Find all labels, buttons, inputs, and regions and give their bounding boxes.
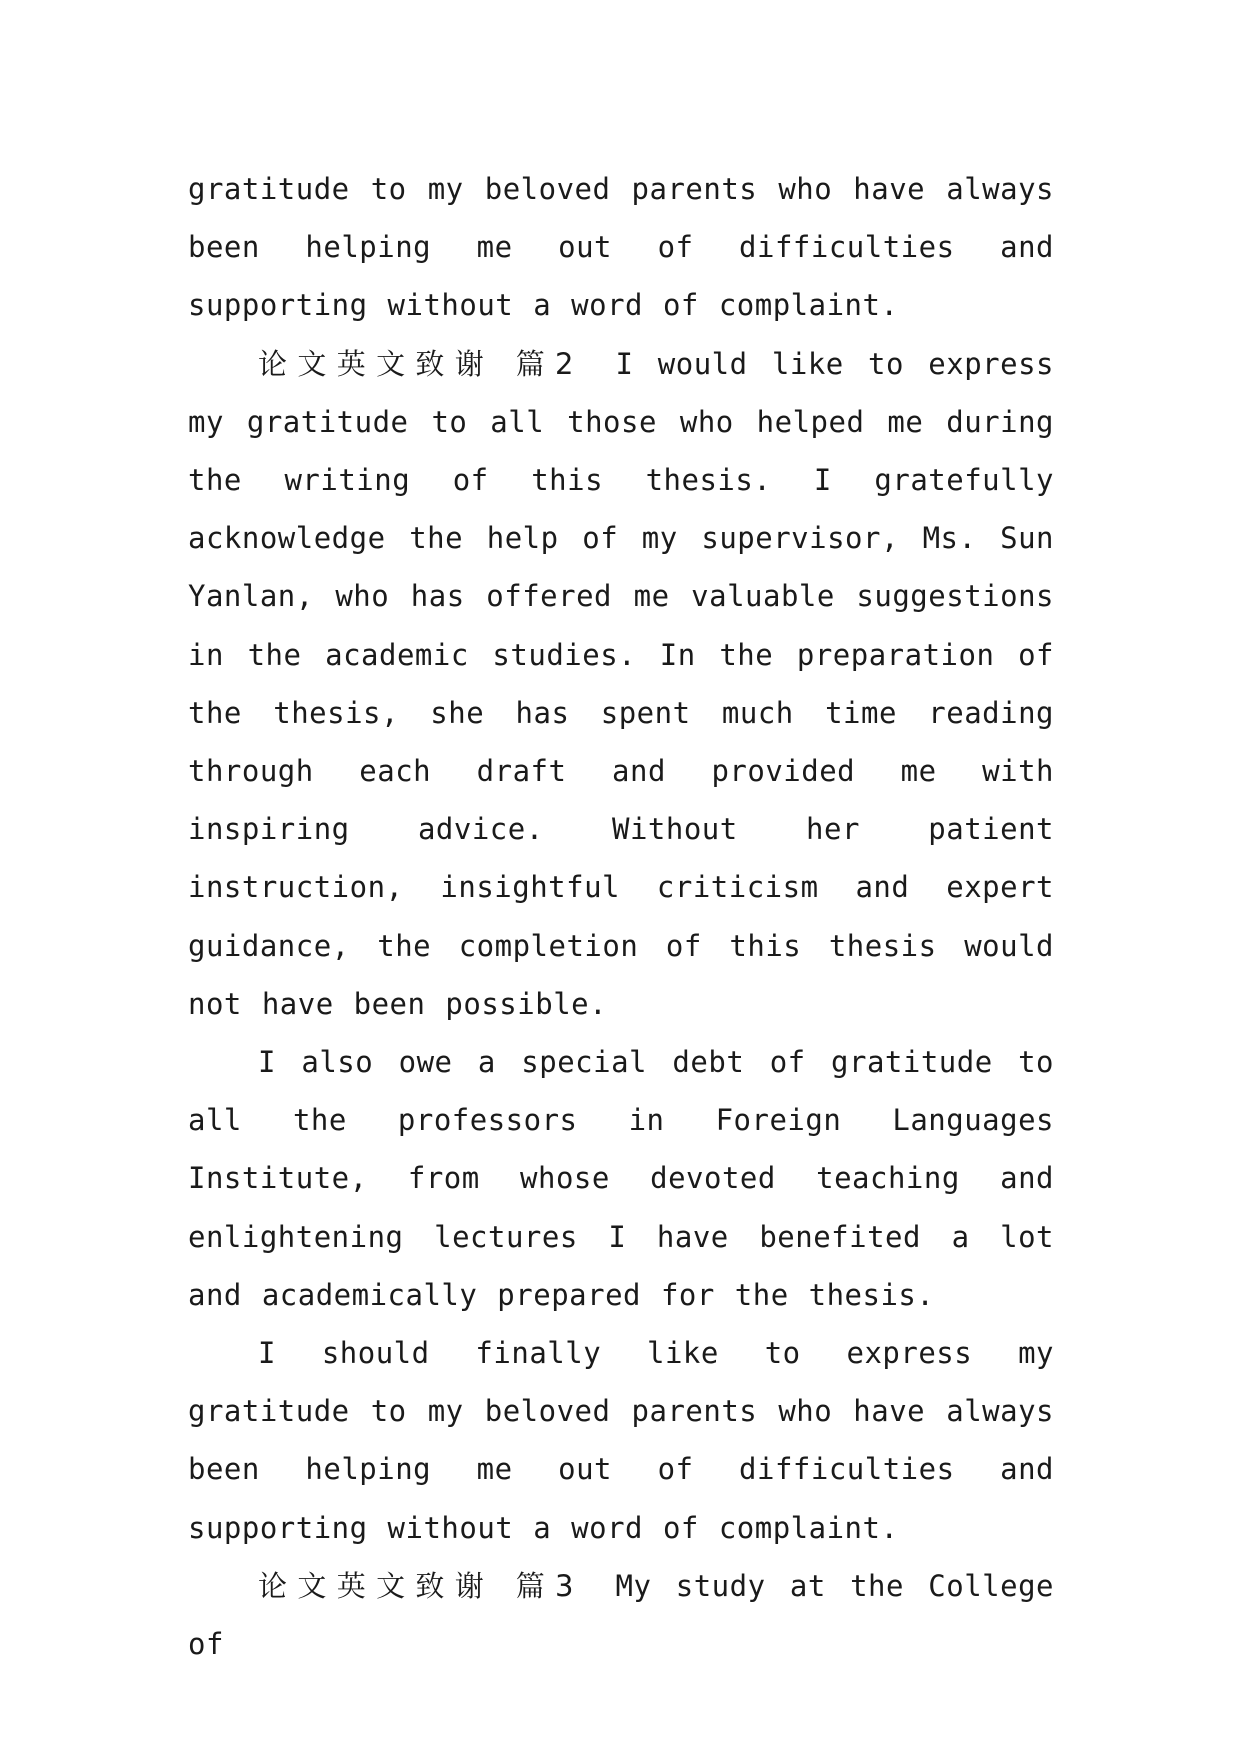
paragraph-professors	[188, 1033, 1054, 1324]
paragraph-text: I also owe a special debt of gratitude to all the professors in Foreign Languages Institute, from whose devoted teaching and enlightening lectures I have benefited a lot and academically prepared for the thesis.	[188, 1045, 1054, 1312]
section-heading: 论文英文致谢 篇3	[258, 1568, 580, 1603]
paragraph-section-2	[188, 335, 1054, 1033]
paragraph-text: gratitude to my beloved parents who have always been helping me out of difficulties and supporting without a word of complaint.	[188, 172, 1054, 323]
paragraph-text: My study at the College of	[188, 1568, 1055, 1662]
paragraph-text: I would like to express my gratitude to all those who helped me during the writing of this thesis. I gratefully acknowledge the help of my supervisor, Ms. Sun Yanlan, who has offered me valuable suggestions in the academic studies. In the preparation of the thesis, she has spent much time reading through each draft and provided me with inspiring advice. Without her patient instruction, insightful criticism and expert guidance, the completion of this thesis would not have been possible.	[188, 346, 1055, 1021]
document-body	[188, 160, 1054, 1673]
paragraph-text: I should finally like to express my gratitude to my beloved parents who have always been helping me out of difficulties and supporting without a word of complaint.	[188, 1336, 1054, 1545]
section-heading: 论文英文致谢 篇2	[258, 346, 580, 381]
paragraph-parents	[188, 1324, 1054, 1557]
paragraph-section-3	[188, 1557, 1054, 1673]
paragraph-continuation	[188, 160, 1054, 335]
